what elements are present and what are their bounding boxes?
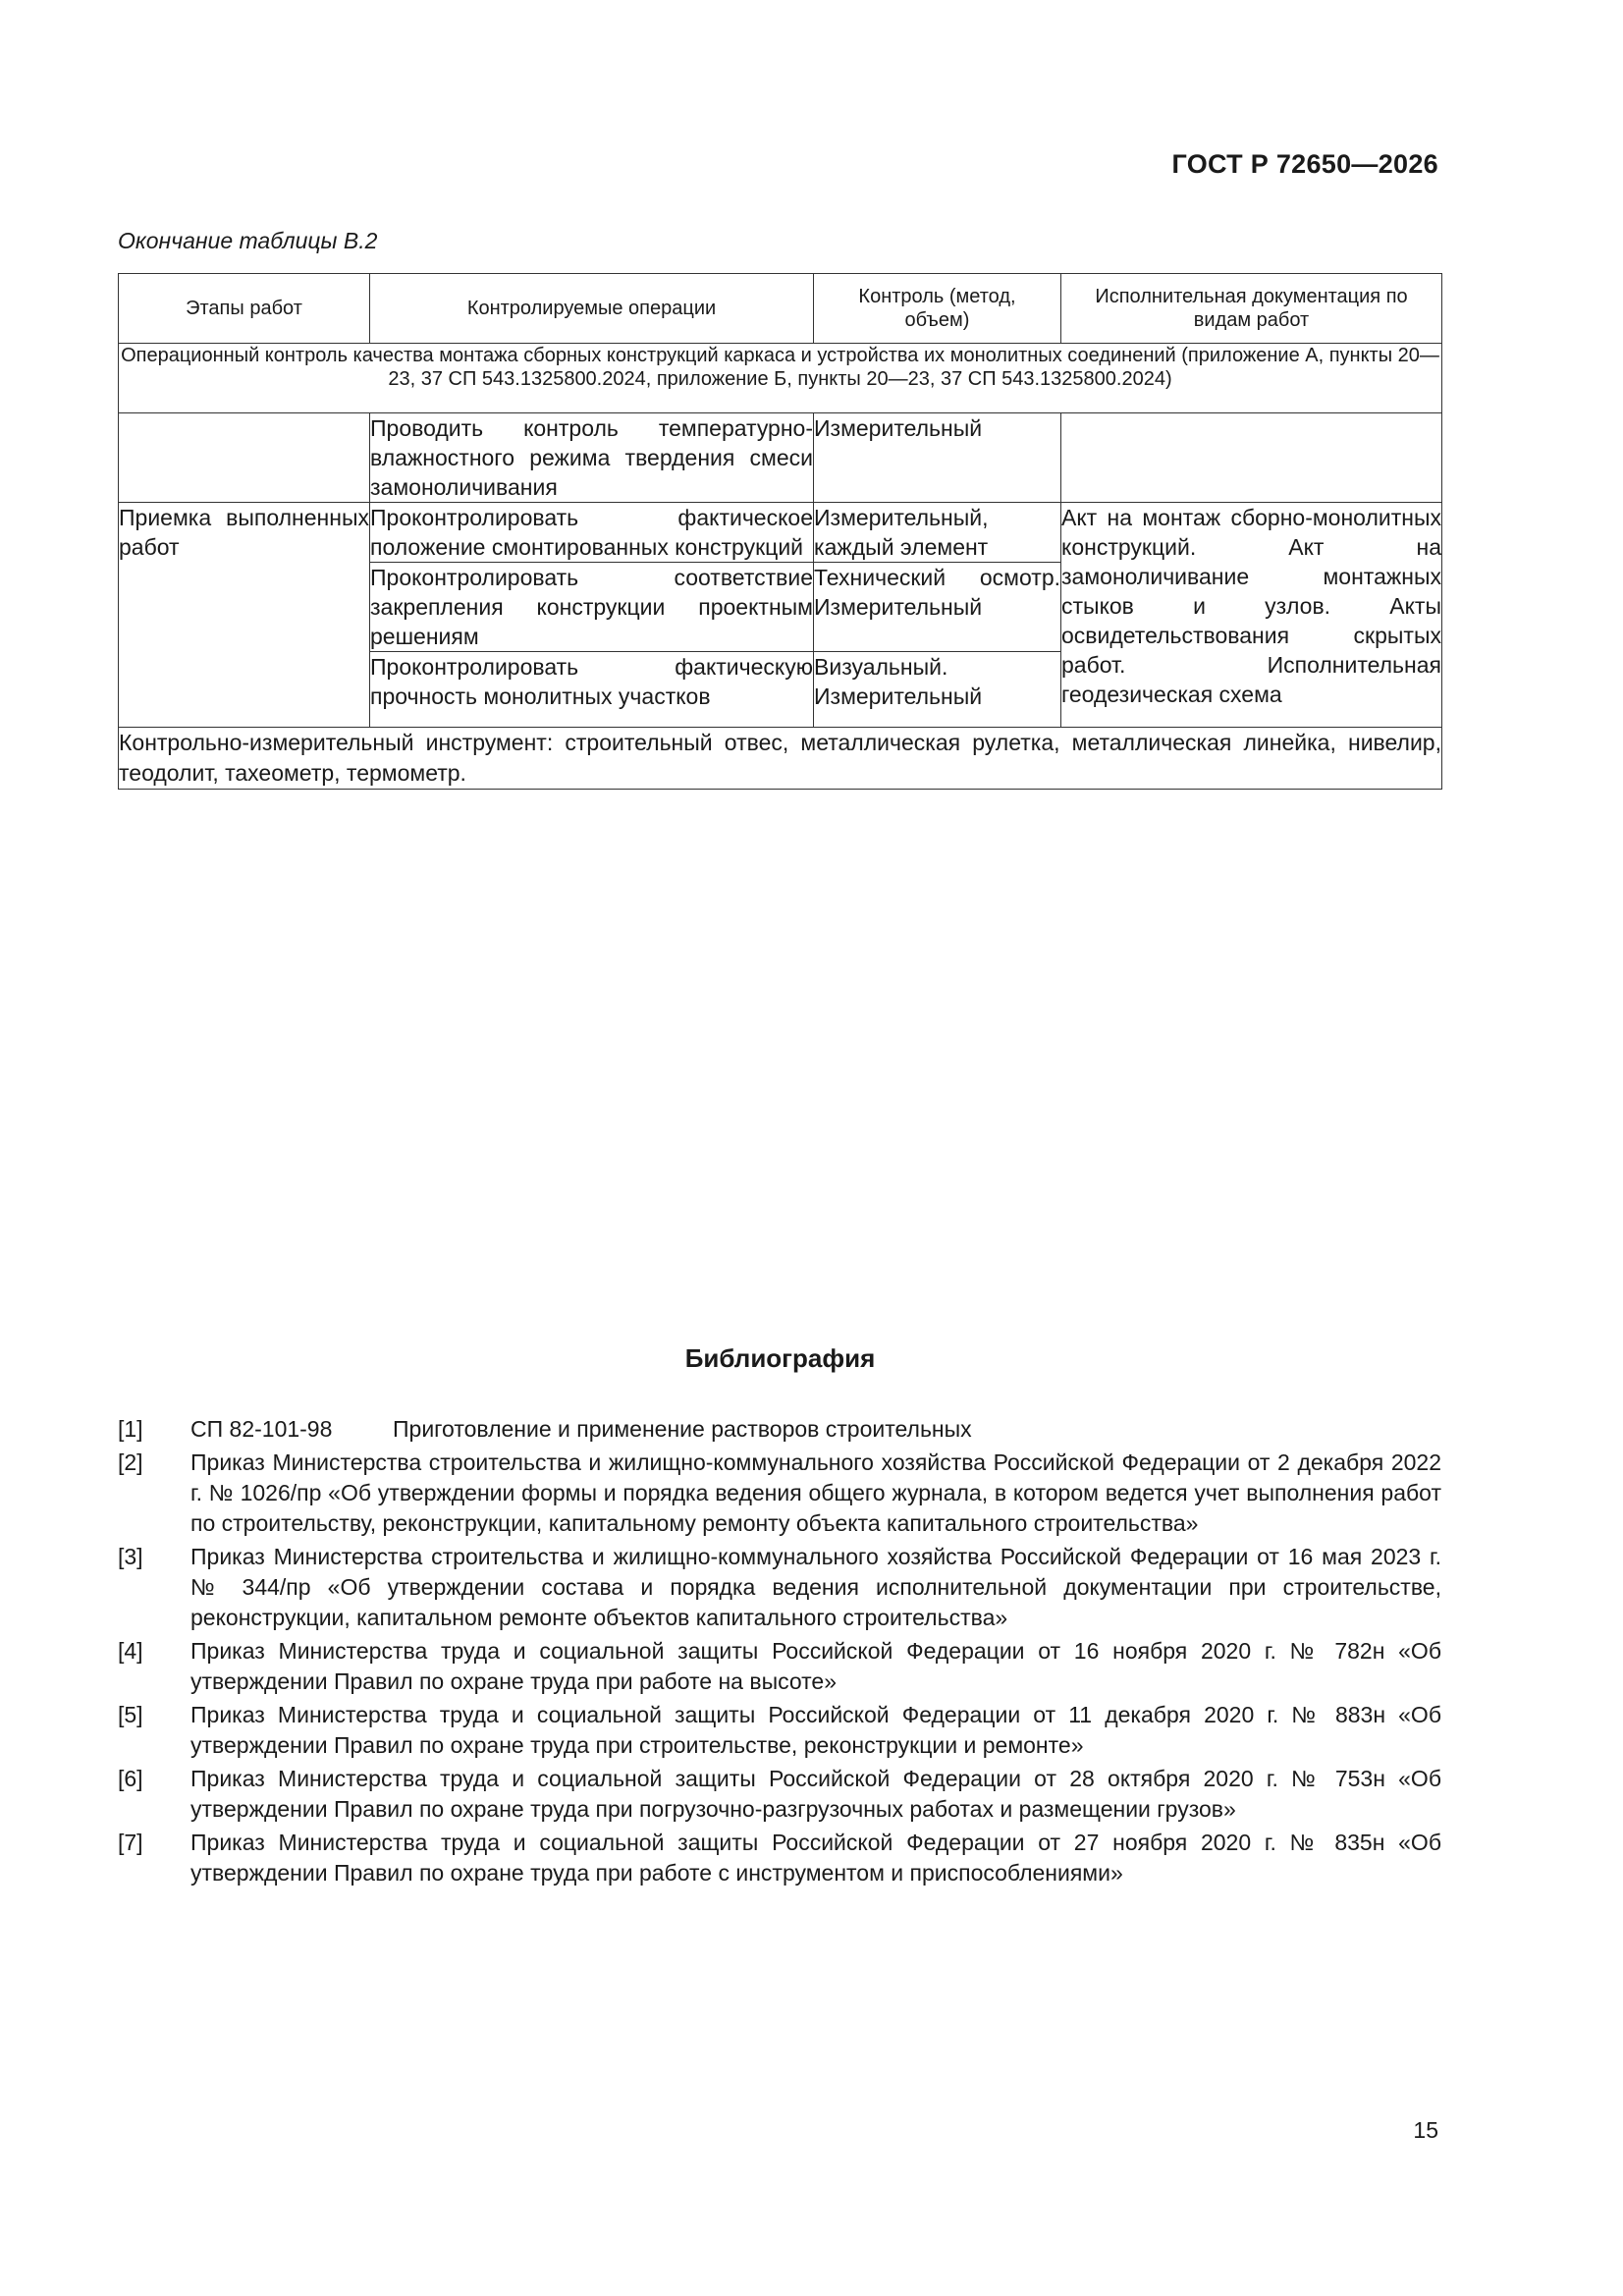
documentation-cell-empty — [1061, 413, 1442, 503]
bibliography-item — [118, 1542, 1441, 1633]
bibliography-number: [3] — [118, 1544, 143, 1569]
bibliography-text: Приказ Министерства труда и социальной защиты Российской Федерации от 11 декабря 2020 г. № 883н «Об утверждении Правил по охране труда при строительстве, реконструкции и ремонте» — [190, 1702, 1441, 1758]
bibliography-text: Приказ Министерства строительства и жилищно-коммунального хозяйства Российской Федерации от 2 декабря 2022 г. № 1026/пр «Об утверждении формы и порядка ведения общего журнала, в котором ведется учет выполнения работ по строительству, реконструкции, капитальному ремонту объекта капитального строительства» — [190, 1449, 1441, 1536]
bibliography-number: [2] — [118, 1449, 143, 1475]
bibliography-item — [118, 1448, 1441, 1539]
operation-cell: Проводить контроль температурно-влажностного режима твердения смеси замоноличивания — [370, 413, 814, 503]
page-number: 15 — [1413, 2117, 1438, 2143]
table-row — [119, 503, 1442, 563]
bibliography-text: Приказ Министерства строительства и жилищно-коммунального хозяйства Российской Федерации от 16 мая 2023 г. № 344/пр «Об утверждении состава и порядка ведения исполнительной документации при строительстве, реконструкции, капитальном ремонте объектов капитального строительства» — [190, 1544, 1441, 1630]
bibliography-text: Приказ Министерства труда и социальной защиты Российской Федерации от 28 октября 2020 г. № 753н «Об утверждении Правил по охране труда при погрузочно-разгрузочных работах и размещении грузов» — [190, 1766, 1441, 1822]
section-row — [119, 344, 1442, 413]
bibliography-item — [118, 1636, 1441, 1697]
control-cell: Измерительный, каждый элемент — [814, 503, 1061, 563]
table-footer-row — [119, 728, 1442, 790]
control-cell: Измерительный — [814, 413, 1061, 503]
control-cell: Визуальный. Измерительный — [814, 652, 1061, 728]
operation-cell: Проконтролировать соответствие закрепления конструкции проектным решениям — [370, 563, 814, 652]
bibliography-title: Библиография — [684, 1343, 876, 1373]
bibliography-list — [118, 1414, 1441, 1891]
bibliography-item — [118, 1414, 1441, 1445]
table-caption: Окончание таблицы В.2 — [118, 228, 378, 253]
bibliography-number: [4] — [118, 1638, 143, 1664]
control-table — [118, 273, 1442, 790]
header-operations: Контролируемые операции — [370, 274, 814, 344]
bibliography-text — [190, 1414, 1441, 1445]
bibliography-title-text: Приготовление и применение растворов строительных — [393, 1416, 972, 1442]
bibliography-item — [118, 1764, 1441, 1825]
document-code: ГОСТ Р 72650—2026 — [1171, 149, 1438, 179]
bibliography-number: [6] — [118, 1766, 143, 1791]
instruments-note: Контрольно-измерительный инструмент: строительный отвес, металлическая рулетка, металлическая линейка, нивелир, теодолит, тахеометр, термометр. — [119, 728, 1442, 790]
bibliography-number: [7] — [118, 1830, 143, 1855]
documentation-cell: Акт на монтаж сборно-монолитных конструкций. Акт на замоноличивание монтажных стыков и узлов. Акты освидетельствования скрытых работ. Исполнительная геодезическая схема — [1061, 503, 1442, 728]
bibliography-item — [118, 1828, 1441, 1888]
bibliography-text: Приказ Министерства труда и социальной защиты Российской Федерации от 16 ноября 2020 г. № 782н «Об утверждении Правил по охране труда при работе на высоте» — [190, 1638, 1441, 1694]
bibliography-number: [5] — [118, 1702, 143, 1727]
table-header-row — [119, 274, 1442, 344]
bibliography-number: [1] — [118, 1416, 143, 1442]
control-cell: Технический осмотр. Измерительный — [814, 563, 1061, 652]
bibliography-item — [118, 1700, 1441, 1761]
bibliography-text: Приказ Министерства труда и социальной защиты Российской Федерации от 27 ноября 2020 г. № 835н «Об утверждении Правил по охране труда при работе с инструментом и приспособлениями» — [190, 1830, 1441, 1886]
stage-cell: Приемка выполненных работ — [119, 503, 370, 728]
stage-cell-empty — [119, 413, 370, 503]
operation-cell: Проконтролировать фактическое положение смонтированных конструкций — [370, 503, 814, 563]
bibliography-code: СП 82-101-98 — [190, 1416, 333, 1442]
header-documentation: Исполнительная документация по видам работ — [1061, 274, 1442, 344]
operation-cell: Проконтролировать фактическую прочность монолитных участков — [370, 652, 814, 728]
table-row — [119, 413, 1442, 503]
header-stages: Этапы работ — [119, 274, 370, 344]
header-control: Контроль (метод, объем) — [814, 274, 1061, 344]
section-title: Операционный контроль качества монтажа сборных конструкций каркаса и устройства их монолитных соединений (приложение А, пункты 20—23, 37 СП 543.1325800.2024, приложение Б, пункты 20—23, 37 СП 543.1325800.2024) — [119, 344, 1442, 413]
